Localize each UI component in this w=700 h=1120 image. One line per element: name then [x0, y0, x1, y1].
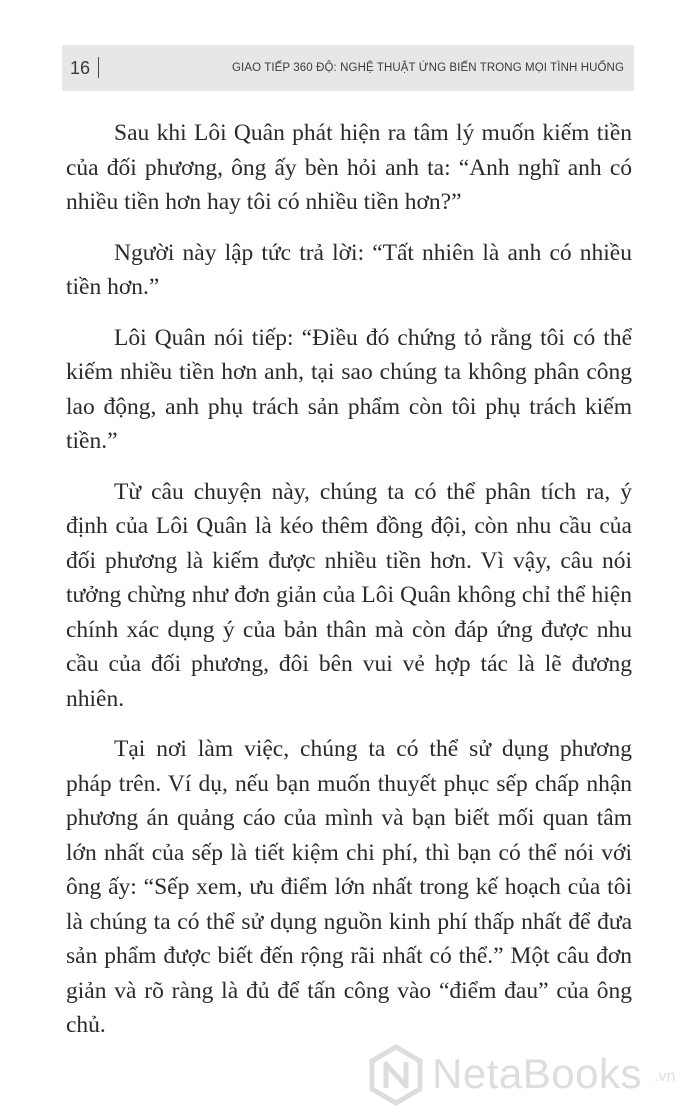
paragraph-3: Lôi Quân nói tiếp: “Điều đó chứng tỏ rằng tôi có thể kiếm nhiều tiền hơn anh, tại sao chúng ta không phân công lao động, anh phụ trách sản phẩm còn tôi phụ trách kiếm tiền.”	[66, 324, 632, 454]
page-number: 16	[70, 58, 91, 78]
paragraph-4: Từ câu chuyện này, chúng ta có thể phân tích ra, ý định của Lôi Quân là kéo thêm đồng đội, còn nhu cầu của đối phương là kiếm được nhiều tiền hơn. Vì vậy, câu nói tưởng chừng như đơn giản của Lôi Quân không chỉ thể hiện chính xác dụng ý của bản thân mà còn đáp ứng được nhu cầu của đối phương, đôi bên vui vẻ hợp tác là lẽ đương nhiên.	[66, 478, 632, 712]
header-divider	[98, 57, 99, 78]
paragraph-5: Tại nơi làm việc, chúng ta có thể sử dụng phương pháp trên. Ví dụ, nếu bạn muốn thuyết phục sếp chấp nhận phương án quảng cáo của mình và bạn biết mối quan tâm lớn nhất của sếp là tiết kiệm chi phí, thì bạn có thể nói với ông ấy: “Sếp xem, ưu điểm lớn nhất trong kế hoạch của tôi là chúng ta có thể sử dụng nguồn kinh phí thấp nhất để đưa sản phẩm được biết đến rộng rãi nhất có thể.” Một câu đơn giản và rõ ràng là đủ để tấn công vào “điểm đau” của ông chủ.	[66, 736, 632, 1038]
watermark-suffix: .vn	[654, 1068, 676, 1085]
page-header	[62, 45, 634, 91]
watermark	[368, 1040, 688, 1106]
body-text	[66, 116, 632, 1059]
netabooks-logo-icon	[368, 1044, 424, 1106]
paragraph-1: Sau khi Lôi Quân phát hiện ra tâm lý muốn kiếm tiền của đối phương, ông ấy bèn hỏi anh ta: “Anh nghĩ anh có nhiều tiền hơn hay tôi có nhiều tiền hơn?”	[66, 120, 632, 215]
running-title: GIAO TIẾP 360 ĐỘ: NGHỆ THUẬT ỨNG BIẾN TRONG MỌI TÌNH HUỐNG	[232, 62, 624, 74]
paragraph-2: Người này lập tức trả lời: “Tất nhiên là anh có nhiều tiền hơn.”	[66, 239, 632, 300]
watermark-word: NetaBooks	[432, 1050, 642, 1097]
